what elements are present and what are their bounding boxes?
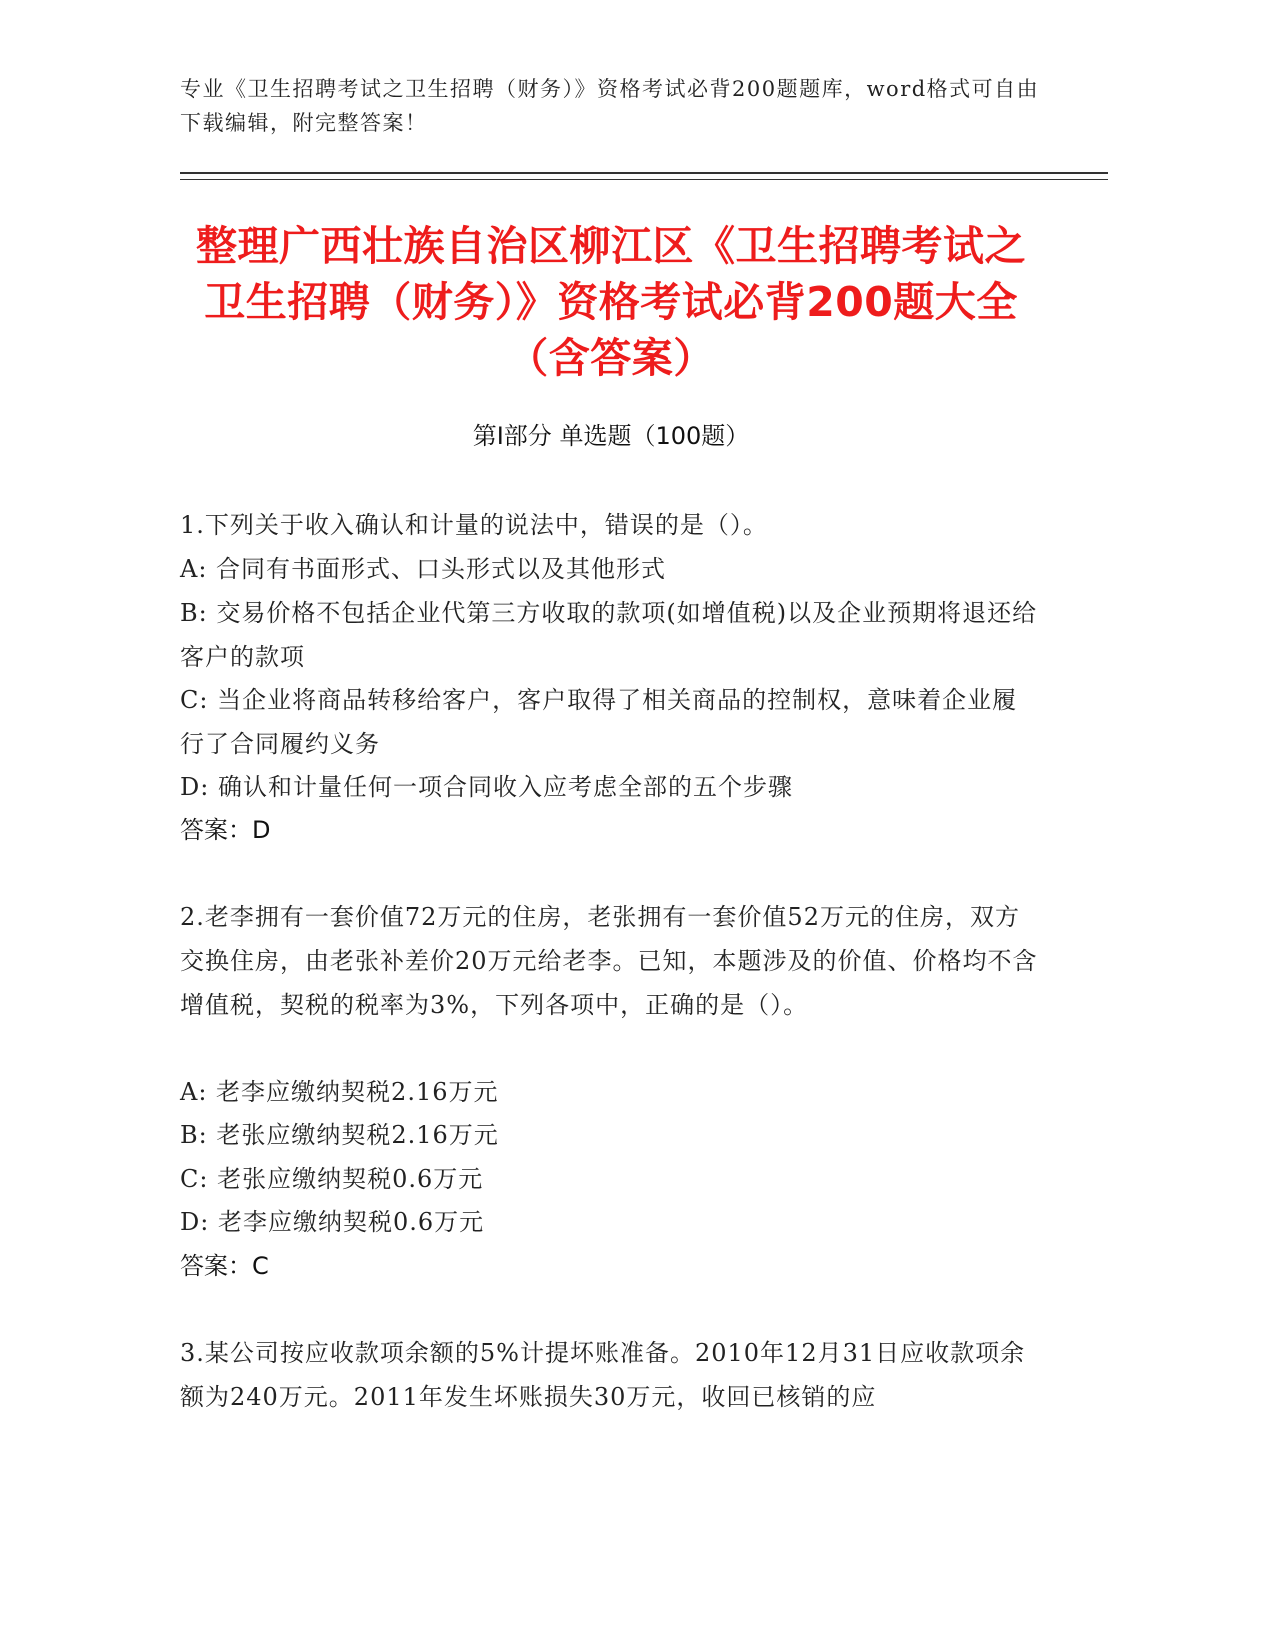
question-2-answer: 答案：C [180,1252,269,1280]
question-1-option-b: B: 交易价格不包括企业代第三方收取的款项(如增值税)以及企业预期将退还给客户的款项 [180,599,1038,671]
question-1-option-d: D: 确认和计量任何一项合同收入应考虑全部的五个步骤 [180,773,793,801]
question-1-stem: 1.下列关于收入确认和计量的说法中，错误的是（）。 [180,511,768,539]
question-3-stem: 3.某公司按应收款项余额的5%计提坏账准备。2010年12月31日应收款项余额为240万元。2011年发生坏账损失30万元，收回已核销的应 [180,1339,1026,1411]
question-1-option-a: A: 合同有书面形式、口头形式以及其他形式 [180,555,667,583]
question-2-option-c: C: 老张应缴纳契税0.6万元 [180,1165,484,1193]
header-divider-thick [180,172,1108,174]
section-heading: 第Ⅰ部分 单选题（100题） [472,422,750,450]
question-1-option-c: C: 当企业将商品转移给客户，客户取得了相关商品的控制权，意味着企业履行了合同履约义务 [180,686,1018,758]
header-note: 专业《卫生招聘考试之卫生招聘（财务）》资格考试必背200题题库，word格式可自由下载编辑，附完整答案！ [180,77,1040,135]
question-2-option-a: A: 老李应缴纳契税2.16万元 [180,1078,499,1106]
question-2-stem: 2.老李拥有一套价值72万元的住房，老张拥有一套价值52万元的住房，双方交换住房，由老张补差价20万元给老李。已知，本题涉及的价值、价格均不含增值税，契税的税率为3%，下列各项中，正确的是（）。 [180,903,1038,1019]
document-title: 整理广西壮族自治区柳江区《卫生招聘考试之卫生招聘（财务）》资格考试必背200题大全（含答案） [196,222,1026,382]
question-2-option-d: D: 老李应缴纳契税0.6万元 [180,1208,485,1236]
question-1-answer: 答案：D [180,816,271,844]
header-divider-thin [180,179,1108,180]
question-2-option-b: B: 老张应缴纳契税2.16万元 [180,1121,499,1149]
